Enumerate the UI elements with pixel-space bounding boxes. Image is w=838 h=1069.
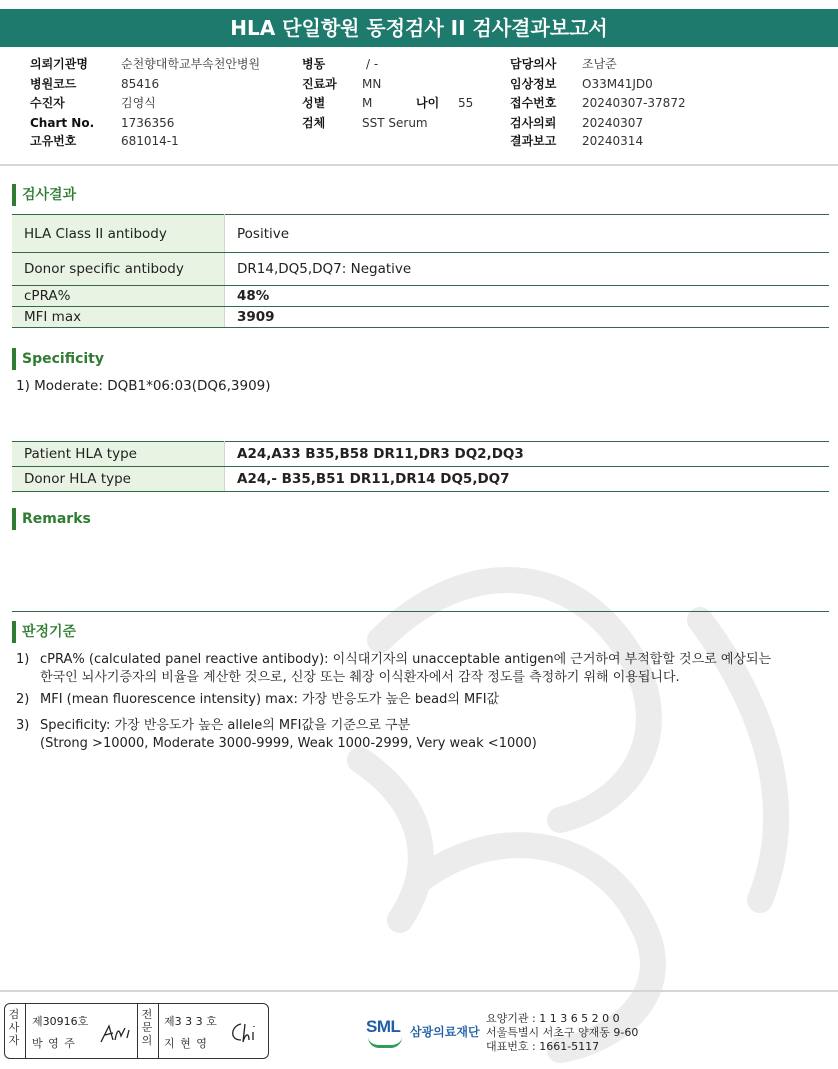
signer-name: 박 영 주 (32, 1037, 76, 1050)
signer-license: 제30916호 (32, 1015, 89, 1028)
row-key: Donor HLA type (12, 467, 225, 492)
label-doctor: 담당의사 (510, 57, 557, 71)
signature-icon (97, 1022, 133, 1046)
signer-role-label: 전문의 (141, 1008, 153, 1047)
criteria-number: 1) (16, 652, 30, 667)
value-chart-no: 1736356 (121, 116, 175, 130)
signature-icon (227, 1020, 263, 1046)
label-request-date: 검사의뢰 (510, 116, 557, 130)
org-line: 요양기관 : 1 1 3 6 5 2 0 0 (486, 1012, 620, 1025)
label-age: 나이 (416, 96, 440, 110)
row-key: HLA Class II antibody (12, 215, 225, 253)
label-receipt-no: 접수번호 (510, 96, 557, 110)
row-value: DR14,DQ5,DQ7: Negative (225, 253, 830, 286)
row-value: A24,- B35,B51 DR11,DR14 DQ5,DQ7 (225, 467, 830, 492)
value-specimen: SST Serum (362, 116, 428, 130)
label-ward: 병동 (302, 57, 326, 71)
label-institution: 의뢰기관명 (30, 57, 88, 71)
criteria-line: 한국인 뇌사기증자의 비율을 계산한 것으로, 신장 또는 췌장 이식환자에서 감작 정도를 측정하기 위해 이용됩니다. (40, 670, 680, 685)
value-department: MN (362, 77, 382, 91)
value-age: 55 (458, 96, 474, 110)
value-unique-no: 681014-1 (121, 134, 179, 148)
value-doctor: 조남준 (582, 57, 617, 71)
criteria-line: Specificity: 가장 반응도가 높은 allele의 MFI값을 기준으로 구분 (40, 718, 411, 733)
value-request-date: 20240307 (582, 116, 644, 130)
signer-name: 지 현 영 (164, 1037, 208, 1050)
criteria-line: cPRA% (calculated panel reactive antibody): 이식대기자의 unacceptable antigen에 근거하여 부적합할 것으로 예상되는 (40, 652, 772, 667)
signer-license: 제3 3 3 호 (164, 1015, 217, 1028)
criteria-number: 2) (16, 692, 30, 707)
org-name: 삼광의료재단 (410, 1025, 480, 1039)
label-unique-no: 고유번호 (30, 134, 77, 148)
org-line: 서울특별시 서초구 양재동 9-60 (486, 1026, 639, 1039)
signer-role-label: 검사자 (8, 1008, 20, 1047)
value-ward: / - (366, 57, 379, 71)
label-hospital-code: 병원코드 (30, 77, 77, 91)
org-line: 대표번호 : 1661-5117 (486, 1040, 600, 1053)
label-chart-no: Chart No. (30, 116, 95, 130)
section-specificity-heading: Specificity (12, 348, 104, 370)
row-key: Patient HLA type (12, 442, 225, 467)
org-logo (366, 1013, 410, 1049)
label-clinical-info: 임상정보 (510, 77, 557, 91)
value-clinical-info: O33M41JD0 (582, 77, 653, 91)
table-row (12, 286, 829, 307)
table-row (12, 442, 829, 467)
criteria-line: MFI (mean fluorescence intensity) max: 가장 반응도가 높은 bead의 MFI값 (40, 692, 500, 707)
section-criteria-heading: 판정기준 (12, 621, 76, 643)
row-value: 3909 (225, 307, 830, 328)
label-report-date: 결과보고 (510, 134, 557, 148)
criteria-line: (Strong >10000, Moderate 3000-9999, Weak 1000-2999, Very weak <1000) (40, 736, 537, 751)
value-hospital-code: 85416 (121, 77, 160, 91)
results-table (12, 214, 829, 328)
signature-box (4, 1003, 269, 1059)
report-title: HLA 단일항원 동정검사 II 검사결과보고서 (0, 9, 838, 47)
table-row (12, 215, 829, 253)
remarks-divider (12, 611, 829, 612)
value-institution: 순천향대학교부속천안병원 (121, 57, 261, 71)
row-key: Donor specific antibody (12, 253, 225, 286)
table-row (12, 307, 829, 328)
value-receipt-no: 20240307-37872 (582, 96, 686, 110)
specificity-text: 1) Moderate: DQB1*06:03(DQ6,3909) (16, 378, 271, 394)
row-value: 48% (225, 286, 830, 307)
logo-text: SML (366, 1017, 401, 1036)
hla-type-table (12, 441, 829, 492)
label-sex: 성별 (302, 96, 326, 110)
label-department: 진료과 (302, 77, 337, 91)
value-sex: M (362, 96, 373, 110)
value-report-date: 20240314 (582, 134, 644, 148)
header-divider (0, 164, 838, 166)
section-remarks-heading: Remarks (12, 508, 91, 530)
criteria-number: 3) (16, 718, 30, 733)
label-patient: 수진자 (30, 96, 65, 110)
table-row (12, 253, 829, 286)
label-specimen: 검체 (302, 116, 326, 130)
table-row (12, 467, 829, 492)
row-value: A24,A33 B35,B58 DR11,DR3 DQ2,DQ3 (225, 442, 830, 467)
section-results-heading: 검사결과 (12, 184, 76, 206)
value-patient: 김영식 (121, 96, 156, 110)
row-key: cPRA% (12, 286, 225, 307)
row-value: Positive (225, 215, 830, 253)
row-key: MFI max (12, 307, 225, 328)
